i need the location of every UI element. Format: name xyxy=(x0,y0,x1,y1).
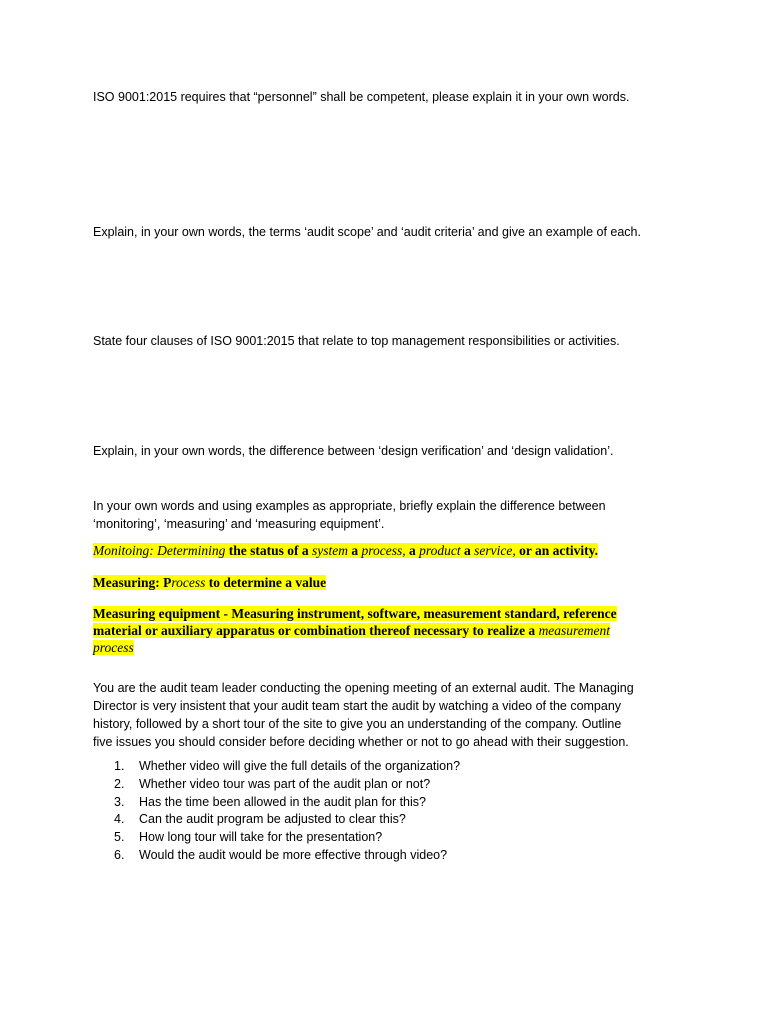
list-item-number: 3. xyxy=(114,794,125,809)
list-item-number: 2. xyxy=(114,776,125,791)
answer-equipment-line-2: material or auxiliary apparatus or combination thereof necessary to realize a xyxy=(93,623,539,638)
answer-text: rocess xyxy=(171,575,206,590)
question-6-line-3: history, followed by a short tour of the site to give you an understanding of the company. Outline xyxy=(93,717,622,731)
answer-measuring-equipment xyxy=(93,605,617,656)
list-item xyxy=(114,794,460,812)
answer-text: service, xyxy=(474,543,516,558)
question-6 xyxy=(93,679,634,751)
question-6-line-4: five issues you should consider before deciding whether or not to go ahead with their suggestion. xyxy=(93,735,629,749)
answer-text: a xyxy=(405,543,420,558)
answer-text: product xyxy=(419,543,461,558)
list-item xyxy=(114,847,460,865)
answer-text: the status of a xyxy=(225,543,312,558)
list-item xyxy=(114,758,460,776)
list-item xyxy=(114,829,460,847)
answer-text: process, xyxy=(361,543,406,558)
list-item-number: 5. xyxy=(114,830,125,845)
question-2: Explain, in your own words, the terms ‘audit scope’ and ‘audit criteria’ and give an example of each. xyxy=(93,225,641,239)
answer-equipment-line-3: process xyxy=(93,640,134,655)
list-item-text: Has the time been allowed in the audit plan for this? xyxy=(139,794,426,809)
answer-monitoring xyxy=(93,542,598,559)
answer-text: measurement xyxy=(538,623,611,638)
question-6-line-1: You are the audit team leader conducting the opening meeting of an external audit. The Managing xyxy=(93,681,634,695)
list-item-text: How long tour will take for the presentation? xyxy=(139,830,383,845)
list-item xyxy=(114,811,460,829)
question-5-line-1: In your own words and using examples as appropriate, briefly explain the difference between xyxy=(93,499,606,513)
list-item-text: Can the audit program be adjusted to clear this? xyxy=(139,812,406,827)
list-item xyxy=(114,776,460,794)
question-5 xyxy=(93,497,606,533)
answer-text: a xyxy=(460,543,475,558)
question-4: Explain, in your own words, the difference between ‘design verification’ and ‘design validation’. xyxy=(93,444,614,458)
answer-equipment-line-1: Measuring equipment - Measuring instrument, software, measurement standard, reference xyxy=(93,606,617,621)
question-1: ISO 9001:2015 requires that “personnel” shall be competent, please explain it in your own words. xyxy=(93,90,630,104)
answer-text: or an activity. xyxy=(515,543,598,558)
list-item-text: Would the audit would be more effective through video? xyxy=(139,847,448,862)
question-5-line-2: ‘monitoring’, ‘measuring’ and ‘measuring equipment’. xyxy=(93,517,385,531)
list-item-text: Whether video will give the full details of the organization? xyxy=(139,759,461,773)
answer-text: to determine a value xyxy=(205,575,327,590)
list-item-text: Whether video tour was part of the audit plan or not? xyxy=(139,776,431,791)
answer-monitoring-term: Monitoing: Determining xyxy=(93,543,226,558)
list-item-number: 6. xyxy=(114,847,125,862)
answer-measuring xyxy=(93,574,326,591)
answer-text: a xyxy=(347,543,362,558)
issues-list xyxy=(114,758,460,865)
question-3: State four clauses of ISO 9001:2015 that relate to top management responsibilities or activities. xyxy=(93,334,620,348)
list-item-number: 1. xyxy=(114,759,125,773)
answer-measuring-term: Measuring: P xyxy=(93,575,172,590)
answer-text: system xyxy=(311,543,348,558)
question-6-line-2: Director is very insistent that your audit team start the audit by watching a video of the company xyxy=(93,699,622,713)
list-item-number: 4. xyxy=(114,812,125,827)
